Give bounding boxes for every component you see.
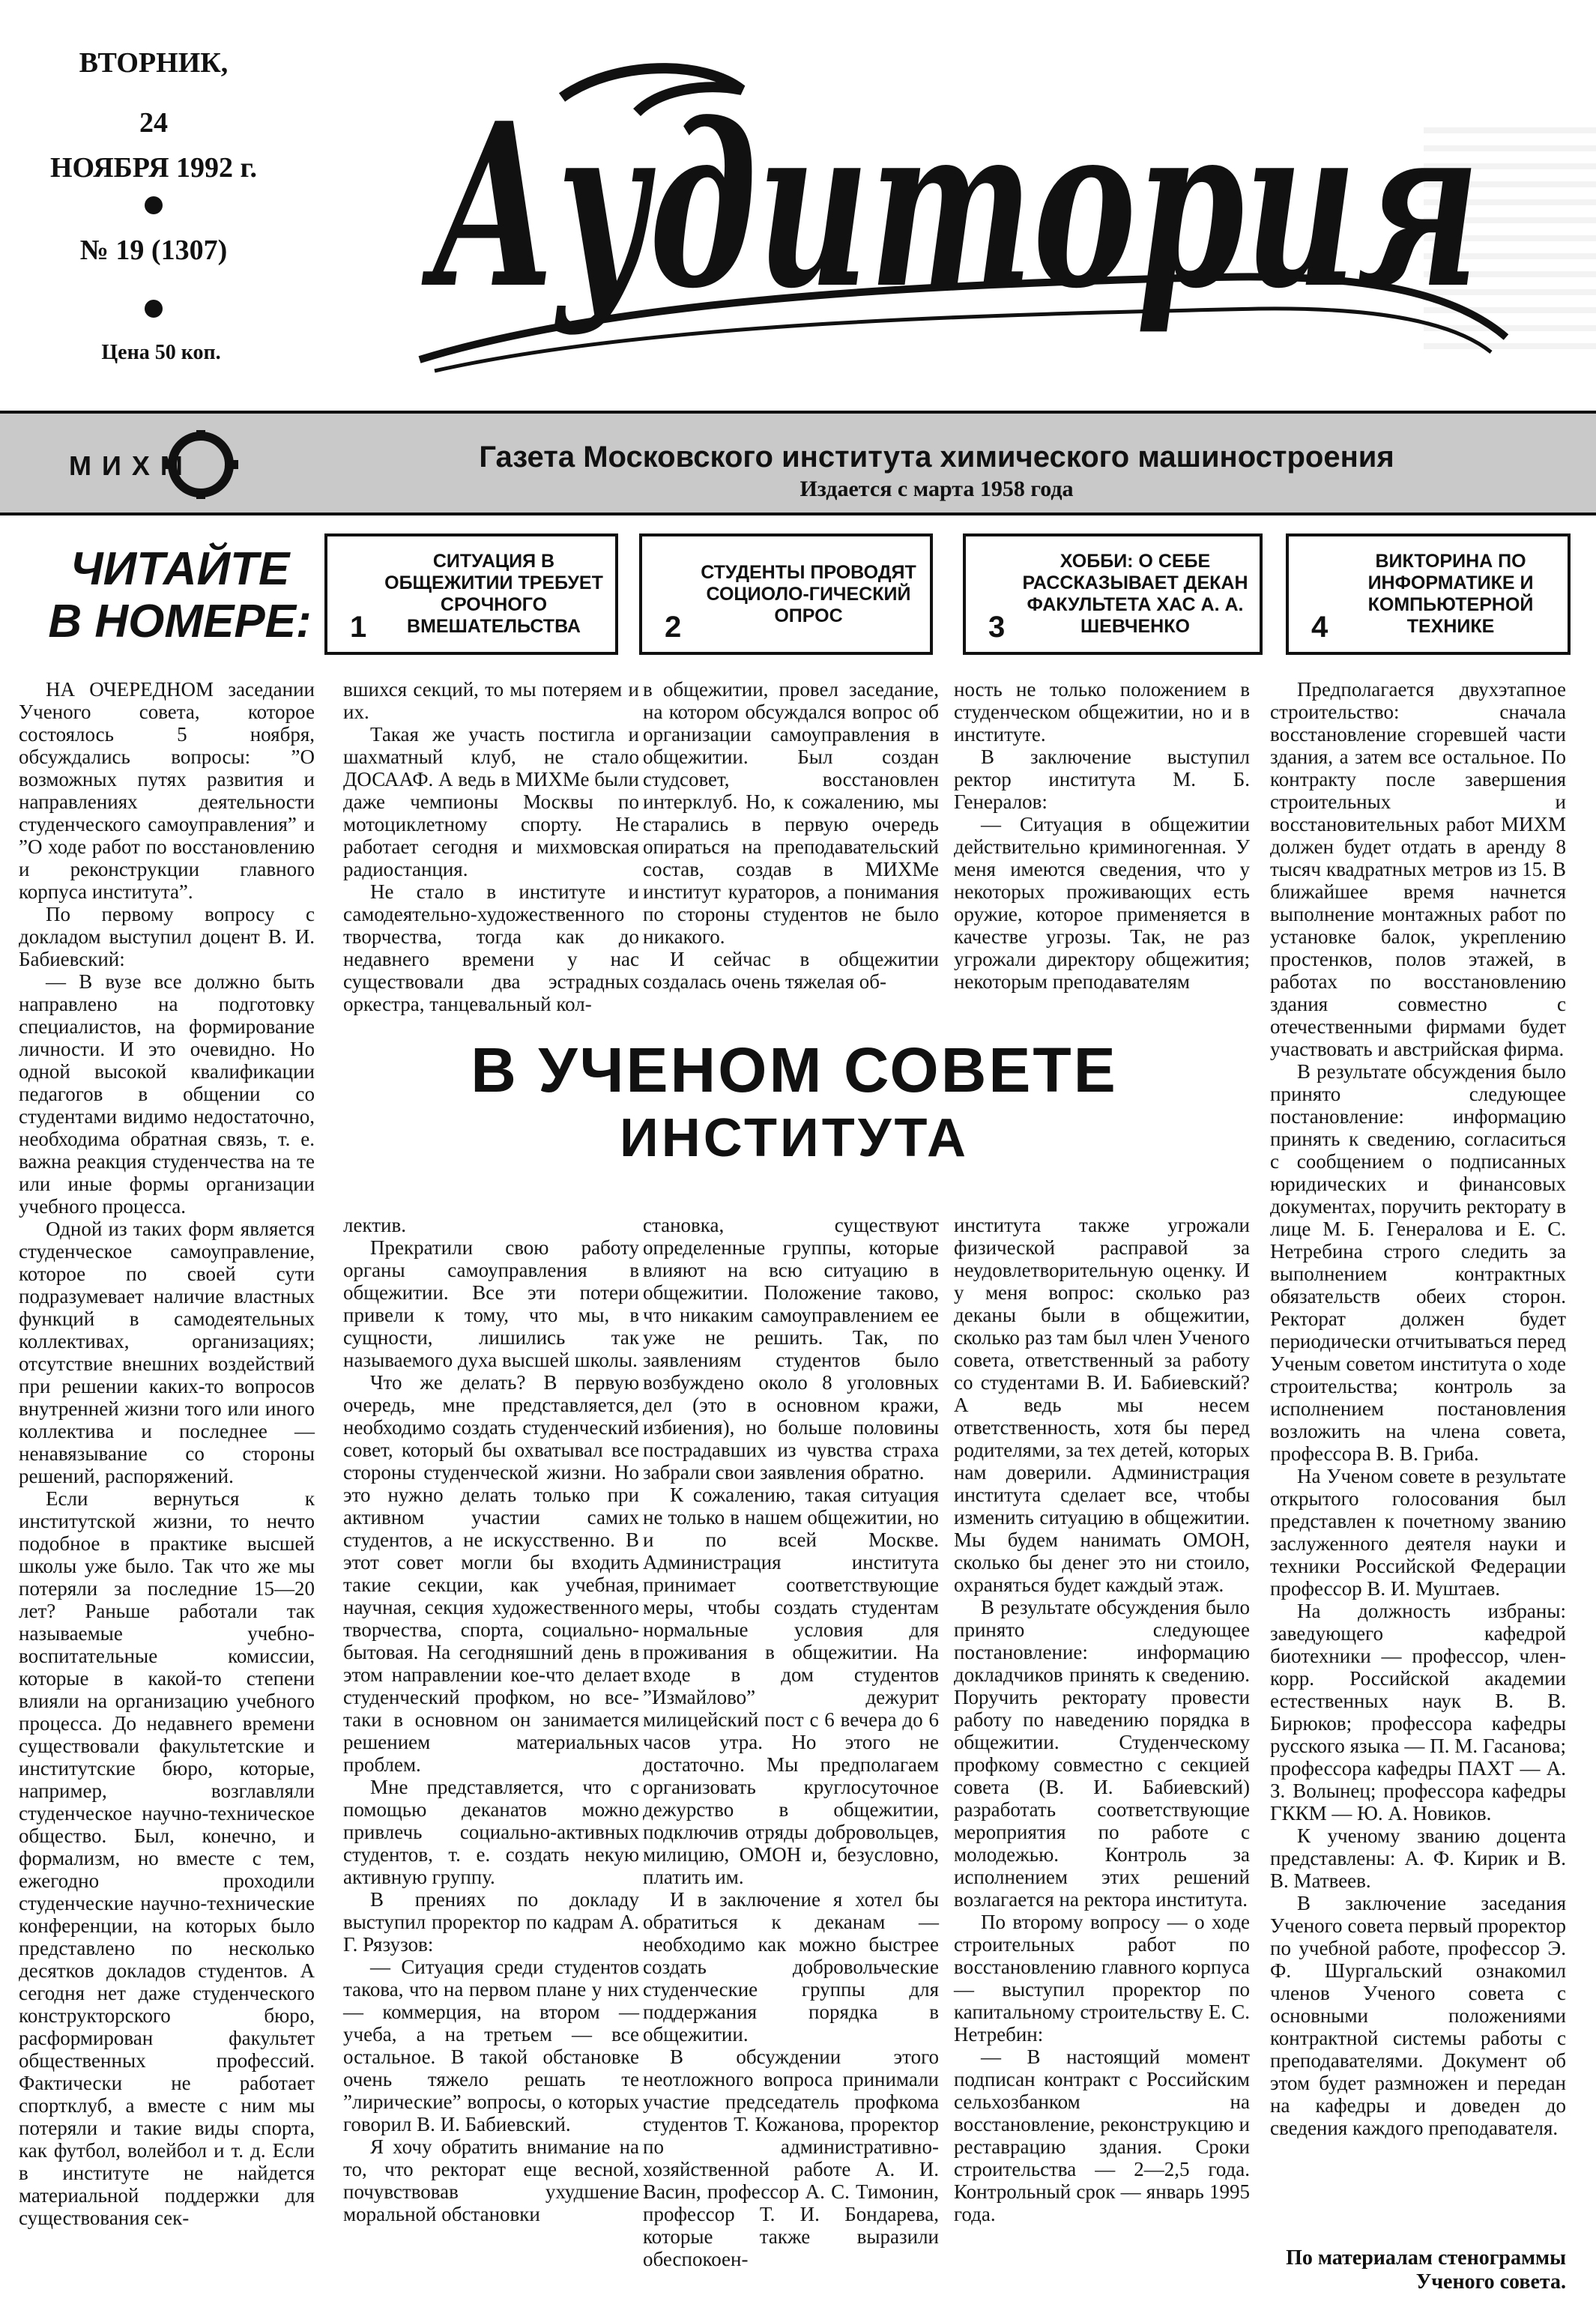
article-paragraph: Я хочу обратить внимание на то, что ректорат еще весной, почувствовав ухудшение моральной обстановки [343,2135,639,2225]
contents-item-1 [324,533,618,655]
article-column-2-bottom [343,1214,639,2308]
article-paragraph: становка, существуют определенные группы, которые влияют на всю ситуацию в общежитии. Положение таково, что никаким самоуправлением ее уже не решить. Так, по заявлениям студентов было возбуждено около 8 уголовных дел (это в основном кражи, избиения), но больше половины пострадавших из чувства страха забрали свои заявления обратно. [643,1214,939,1484]
issue-number: № 19 (1307) [79,235,228,266]
article-paragraph: В результате обсуждения было принято следующее постановление: информацию принять к сведению, согласиться с сообщением о подписанных юридических и финансовых документах, поручить ректорату в лице М. Б. Генералова и Е. С. Нетребина строго следить за выполнением контрактных обязательств обеих сторон. Ректорат должен будет периодически отчитываться перед Ученым советом института о ходе строительства; контроль за исполнением постановления возложить на члена совета, профессора В. В. Гриба. [1270,1060,1566,1465]
article-paragraph: института также угрожали физической расправой за неудовлетворительную оценку. И у меня вопрос: сколько раз деканы были в общежитии, сколько раз там был член Ученого совета, ответственный за работу со студентами В. И. Бабиевский? А ведь мы несем ответственность, хотя бы перед родителями, за тех детей, которых нам доверили. Администрация института сделает все, чтобы изменить ситуацию в общежитии. Мы будем нанимать ОМОН, сколько бы денег это ни стоило, охраняться будет каждый этаж. [954,1214,1250,1596]
contents-number: 4 [1311,611,1329,644]
article-paragraph: В результате обсуждения было принято следующее постановление: информацию докладчиков принять к сведению. Поручить ректорату провести работу по наведению порядка в общежитии. Студенческому профкому совместно с секцией совета (В. И. Бабиевский) разработать соответствующие мероприятия по работе с молодежью. Контроль за исполнением этих решений возлагается на ректора института. [954,1596,1250,1911]
article-paragraph: В прениях по докладу выступил проректор по кадрам А. Г. Рязузов: [343,1888,639,1956]
contents-text: ХОББИ: О СЕБЕ РАССКАЗЫВАЕТ ДЕКАН ФАКУЛЬТЕТА ХАС А. А. ШЕВЧЕНКО [1022,551,1248,637]
contents-item-2 [639,533,933,655]
article-paragraph: ность не только положением в студенческом общежитии, но и в институте. [954,678,1250,746]
article-paragraph: — В вузе все должно быть направлено на подготовку специалистов, на формирование личности. И это очевидно. Но одной высокой квалификации педагогов в общении со студентами видимо недостаточно, необходима обратная связь, т. е. важна реакция студенчества на те или иные формы организации учебного процесса. [19,970,315,1218]
article-paragraph: И сейчас в общежитии создалась очень тяжелая об- [643,948,939,993]
contents-number: 2 [665,611,682,644]
source-line-1: По материалам стенограммы [1286,2246,1566,2270]
title-text: Аудитория [421,73,1480,338]
article-paragraph: — В настоящий момент подписан контракт с Российским сельхозбанком на восстановление, реконструкцию и реставрацию здания. Сроки строительства — 2—2,5 года. Контрольный срок — январь 1995 года. [954,2046,1250,2225]
article-paragraph: И в заключение я хотел бы обратиться к деканам — необходимо как можно быстрее создать добровольческие студенческие группы для поддержания порядка в общежитии. [643,1888,939,2046]
weekday: ВТОРНИК, [79,47,229,79]
bullet-dot-icon [145,196,163,214]
source-line-2: Ученого совета. [1415,2270,1566,2294]
article-paragraph: По первому вопросу с докладом выступил доцент В. И. Бабиевский: [19,903,315,970]
read-in-issue-line2: В НОМЕРЕ: [48,596,312,647]
article-paragraph: — Ситуация среди студентов такова, что на первом плане у них — коммерция, на втором — учеба, а на третьем — все остальное. В такой обстановке очень тяжело решать те ”лирические” вопросы, о которых говорил В. И. Бабиевский. [343,1956,639,2135]
headline-line-1: В УЧЕНОМ СОВЕТЕ [471,1035,1118,1105]
article-paragraph: лектив. [343,1214,406,1236]
read-in-issue-line1: ЧИТАЙТЕ [70,543,290,595]
article-paragraph: Что же делать? В первую очередь, мне представляется, необходимо создать студенческий совет, который бы охватывал все стороны студенческой жизни. Но это нужно делать только при активном участии самих студентов, а не искусственно. В этот совет могли бы входить такие секции, как учебная, научная, секция художественного творчества, спорта, социально-бытовая. На сегодняшний день в этом направлении кое-что делает студенческий профком, но все-таки в основном он занимается решением материальных проблем. [343,1371,639,1776]
article-paragraph: Прекратили свою работу органы самоуправления в общежитии. Все эти потери привели к тому, что мы, в сущности, лишились так называемого духа высшей школы. [343,1236,639,1371]
price: Цена 50 коп. [101,341,221,364]
bullet-dot-icon [145,300,163,318]
article-paragraph: — Ситуация в общежитии действительно криминогенная. У меня имеются сведения, что у некоторых проживающих есть оружие, которое применяется в качестве угрозы. Так, не раз угрожали директору общежития; некоторым преподавателям [954,813,1250,993]
read-in-issue-label [45,543,315,648]
contents-item-4 [1286,533,1571,655]
article-paragraph: В обсуждении этого неотложного вопроса принимали участие председатель профкома студентов Т. Кожанова, проректор по административно-хозяйственной работе А. И. Васин, профессор А. С. Тимонин, профессор Т. И. Бондарева, которые также выразили обеспокоен- [643,2046,939,2270]
article-paragraph: вшихся секций, то мы потеряем и их. [343,678,639,723]
article-paragraph: Одной из таких форм является студенческое самоуправление, которое по своей сути подразумевает наличие властных функций в самодеятельных коллективах, организациях; отсутствие внешних воздействий при решении каких-то вопросов внутренней жизни того или иного коллектива и последнее — ненавязывание со стороны решений, распоряжений. [19,1218,315,1487]
article-paragraph: НА ОЧЕРЕДНОМ заседании Ученого совета, которое состоялось 5 ноября, обсуждались вопросы: ”О возможных путях развития и направлениях деятельности студенческого самоуправления” и ”О ходе работ по восстановлению и реконструкции главного корпуса института”. [19,678,315,903]
contents-number: 3 [988,611,1006,644]
article-paragraph: На должность избраны: заведующего кафедрой биотехники — профессор, член-корр. Российской академии естественных наук В. В. Бирюков; профессора кафедры русского языка — П. М. Гасанова; профессора кафедры ПАХТ — А. З. Волынец; профессора кафедры ГККМ — Ю. А. Новиков. [1270,1600,1566,1824]
article-column-3-top [643,678,939,1008]
article-paragraph: К ученому званию доцента представлены: А. Ф. Кирик и В. В. Матвеев. [1270,1824,1566,1892]
article-paragraph: Предполагается двухэтапное строительство: сначала восстановление сгоревшей части здания, а затем все остальное. По контракту после завершения строительных и восстановительных работ МИХМ должен будет отдать в аренду 8 тысяч квадратных метров из 15. В ближайшее время начнется выполнение монтажных работ по установке балок, укреплению простенков, полов этажей, в работах по восстановлению здания совместно с отечественными фирмами будет участвовать и австрийская фирма. [1270,678,1566,1060]
mihm-letters: МИХМ [69,450,193,481]
contents-text: СИТУАЦИЯ В ОБЩЕЖИТИИ ТРЕБУЕТ СРОЧНОГО ВМЕШАТЕЛЬСТВА [384,551,603,637]
mihm-gear-logo [67,427,262,502]
article-paragraph: Не стало в институте и самодеятельно-художественного творчества, тогда как до недавнего времени у нас существовали два эстрадных оркестра, танцевальный кол- [343,880,639,1015]
article-paragraph: в общежитии, провел заседание, на котором обсуждался вопрос об организации самоуправления в общежитии. Был создан студсовет, восстановлен интерклуб. Но, к сожалению, мы старались в первую очередь опираться на преподавательский состав, создав в МИХМе институт кураторов, а понимания по стороны студентов не было никакого. [643,678,939,948]
article-paragraph: Если вернуться к институтской жизни, то нечто подобное в практике высшей школы уже было. Так что же мы потеряли за последние 15—20 лет? Раньше работали так называемые учебно-воспитательные комиссии, которые в какой-то степени влияли на организацию учебного процесса. До недавнего времени существовали факультетские и институтские бюро, которые, например, возглавляли студенческое научно-техническое общество. Был, конечно, и формализм, но вместе с тем, ежегодно проходили студенческие научно-технические конференции, на которых было представлено по несколько десятков докладов студентов. А сегодня нет даже студенческого конструкторского бюро, расформирован факультет общественных профессий. Фактически не работает спортклуб, а вместе с ним мы потеряли и такие виды спорта, как футбол, волейбол и т. д. Если в институте не найдется материальной поддержки для существования сек- [19,1487,315,2229]
newspaper-title-logo [390,30,1514,382]
contents-number: 1 [350,611,367,644]
article-column-5 [1270,678,1566,2244]
article-paragraph: В заключение выступил ректор института М. Б. Генералов: [954,746,1250,813]
month-year: НОЯБРЯ 1992 г. [49,152,258,184]
article-paragraph: В заключение заседания Ученого совета первый проректор по учебной работе, профессор Э. Ф. Шургальский ознакомил членов Ученого совета с основными положениями контрактной системы работы с преподавателями. Документ об этом будет размножен и передан на кафедры и доведен до сведения каждого преподавателя. [1270,1892,1566,2139]
article-paragraph: По второму вопросу — о ходе строительных работ по восстановлению главного корпуса — выступил проректор по капитальному строительству Е. С. Нетребин: [954,1911,1250,2046]
article-paragraph: Такая же участь постигла и шахматный клуб, не стало ДОСААФ. А ведь в МИХМе были даже чемпионы Москвы по мотоциклетному спорту. Не работает сегодня и михмовская радиостанция. [343,723,639,880]
article-column-4-top [954,678,1250,1008]
article-paragraph: На Ученом совете в результате открытого голосования был представлен к почетному званию заслуженного деятеля науки и техники Российской Федерации профессор В. И. Муштаев. [1270,1465,1566,1600]
article-column-4-bottom [954,1214,1250,2308]
newspaper-subtitle: Газета Московского института химического машиностроения [479,441,1394,474]
article-column-2-top [343,678,639,1015]
day: 24 [139,107,168,139]
article-paragraph: К сожалению, такая ситуация не только в нашем общежитии, но и по всей Москве. Администрация института принимает соответствующие меры, чтобы создать студентам нормальные условия для проживания в общежитии. На входе в дом студентов ”Измайлово” дежурит милицейский пост с 6 вечера до 6 часов утра. Но этого не достаточно. Мы предполагаем организовать круглосуточное дежурство в общежитии, подключив отряды добровольцев, милицию, ОМОН и, безусловно, платить им. [643,1484,939,1888]
published-since: Издается с марта 1958 года [799,477,1074,501]
article-paragraph: Мне представляется, что с помощью деканатов можно привлечь социально-активных студентов, т. е. создать некую активную группу. [343,1776,639,1888]
contents-text: ВИКТОРИНА ПО ИНФОРМАТИКЕ И КОМПЬЮТЕРНОЙ ТЕХНИКЕ [1367,551,1534,637]
article-column-3-bottom [643,1214,939,2308]
article-source [1259,2246,1566,2294]
contents-item-3 [963,533,1263,655]
headline-line-2: ИНСТИТУТА [620,1108,969,1168]
article-column-1 [19,678,315,2308]
contents-text: СТУДЕНТЫ ПРОВОДЯТ СОЦИОЛО-ГИЧЕСКИЙ ОПРОС [701,561,916,626]
article-headline [330,1034,1259,1170]
